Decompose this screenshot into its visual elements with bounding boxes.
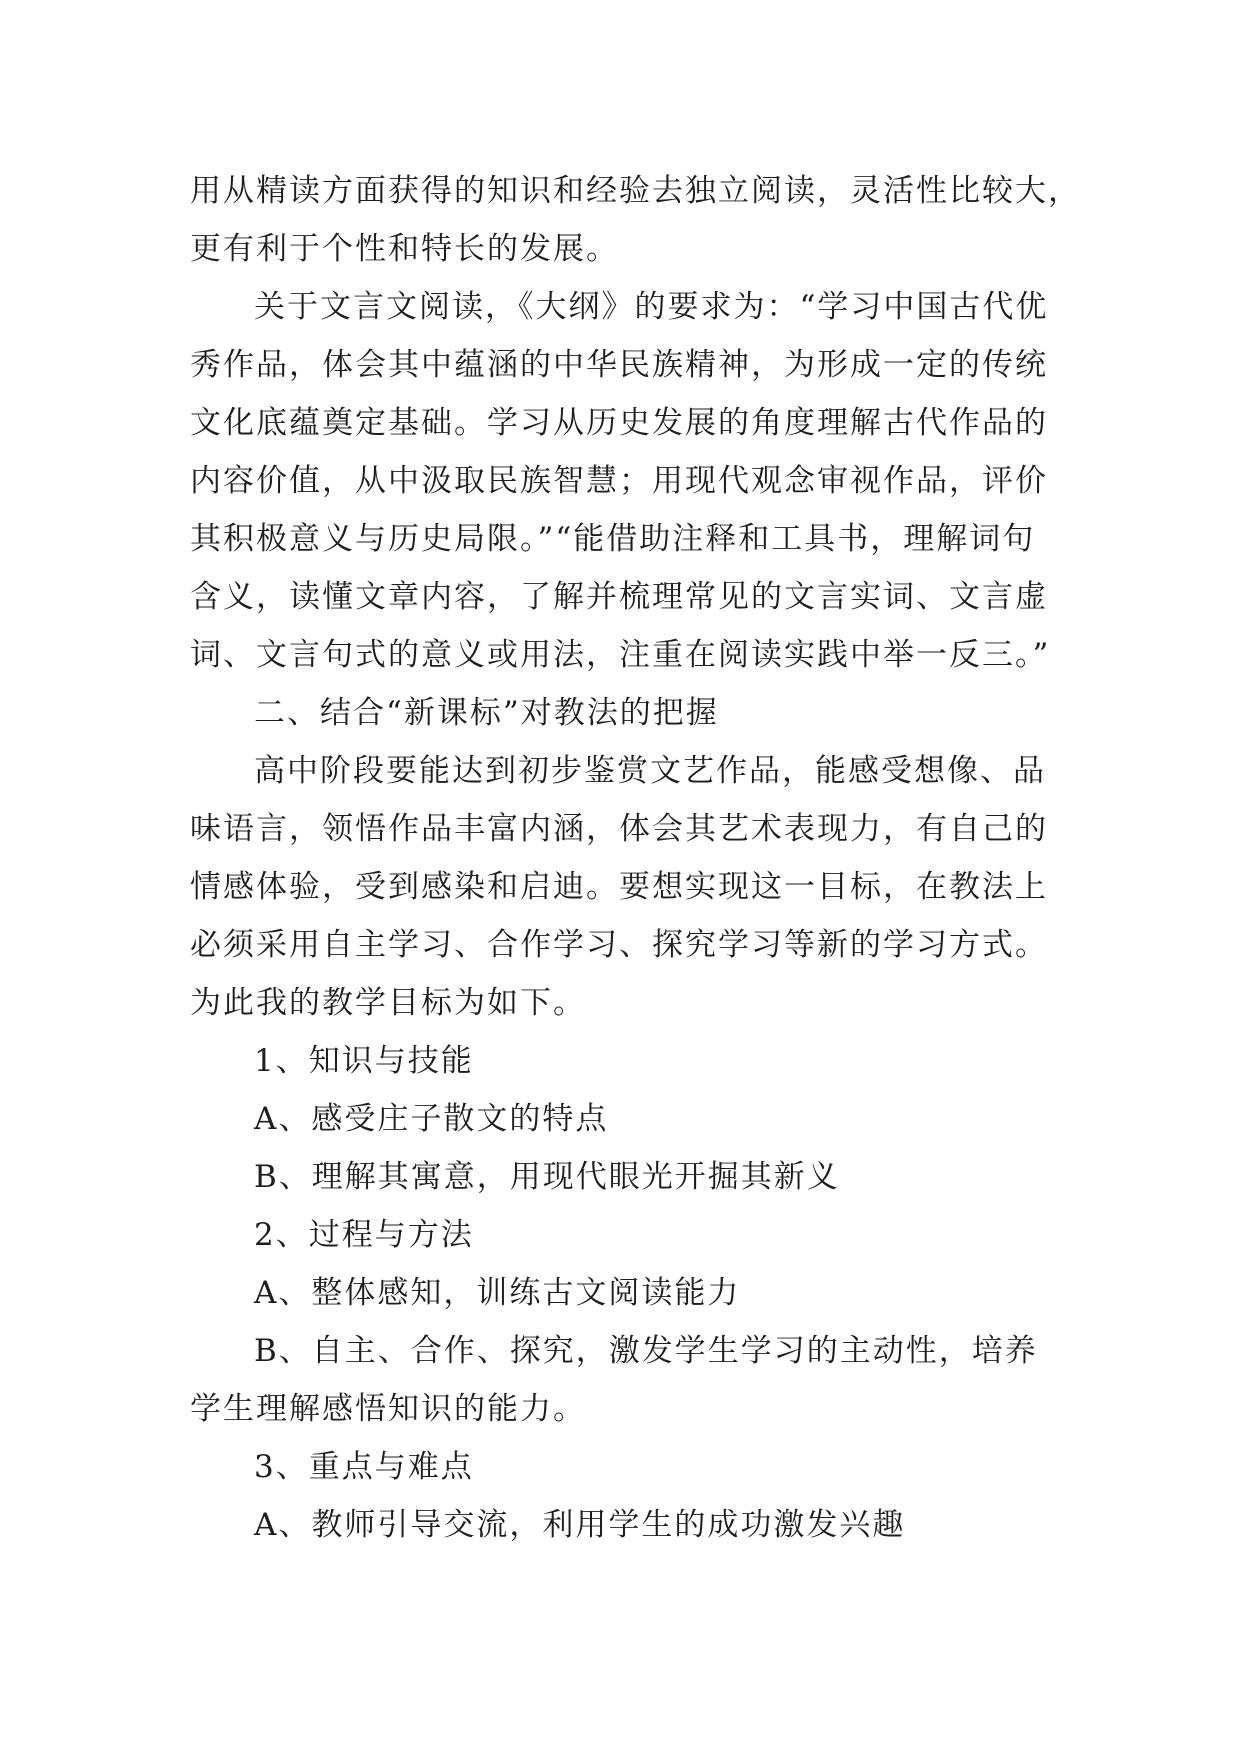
list-item: A、教师引导交流，利用学生的成功激发兴趣 (254, 1507, 906, 1543)
list-item-continuation: 学生理解感悟知识的能力。 (190, 1391, 586, 1427)
document-body (190, 162, 1090, 1554)
list-item: B、自主、合作、探究，激发学生学习的主动性，培养 (254, 1333, 1038, 1369)
list-item: B、理解其寓意，用现代眼光开掘其新义 (254, 1159, 840, 1195)
paragraph-line: 关于文言文阅读，《大纲》的要求为：“学习中国古代优 (254, 289, 1049, 325)
list-heading: 3、重点与难点 (254, 1449, 474, 1485)
paragraph-line: 含义，读懂文章内容，了解并梳理常见的文言实词、文言虚 (190, 579, 1048, 615)
paragraph-line: 其积极意义与历史局限。”“能借助注释和工具书，理解词句 (190, 521, 1036, 557)
paragraph-line: 词、文言句式的意义或用法，注重在阅读实践中举一反三。” (190, 637, 1051, 673)
paragraph-line: 更有利于个性和特长的发展。 (190, 231, 619, 267)
section-heading: 二、结合“新课标”对教法的把握 (254, 695, 719, 731)
paragraph-line: 秀作品，体会其中蕴涵的中华民族精神，为形成一定的传统 (190, 347, 1048, 383)
list-item: A、感受庄子散文的特点 (254, 1101, 609, 1137)
list-heading: 2、过程与方法 (254, 1217, 474, 1253)
paragraph-line: 用从精读方面获得的知识和经验去独立阅读，灵活性比较大， (190, 173, 1081, 209)
paragraph-line: 高中阶段要能达到初步鉴赏文艺作品，能感受想像、品 (254, 753, 1046, 789)
paragraph-line: 文化底蕴奠定基础。学习从历史发展的角度理解古代作品的 (190, 405, 1048, 441)
list-item: A、整体感知，训练古文阅读能力 (254, 1275, 741, 1311)
paragraph-line: 味语言，领悟作品丰富内涵，体会其艺术表现力，有自己的 (190, 811, 1048, 847)
paragraph-line: 内容价值，从中汲取民族智慧；用现代观念审视作品，评价 (190, 463, 1048, 499)
paragraph-line: 为此我的教学目标为如下。 (190, 985, 586, 1021)
list-heading: 1、知识与技能 (254, 1043, 474, 1079)
paragraph-line: 必须采用自主学习、合作学习、探究学习等新的学习方式。 (190, 927, 1048, 963)
paragraph-line: 情感体验，受到感染和启迪。要想实现这一目标，在教法上 (190, 869, 1048, 905)
